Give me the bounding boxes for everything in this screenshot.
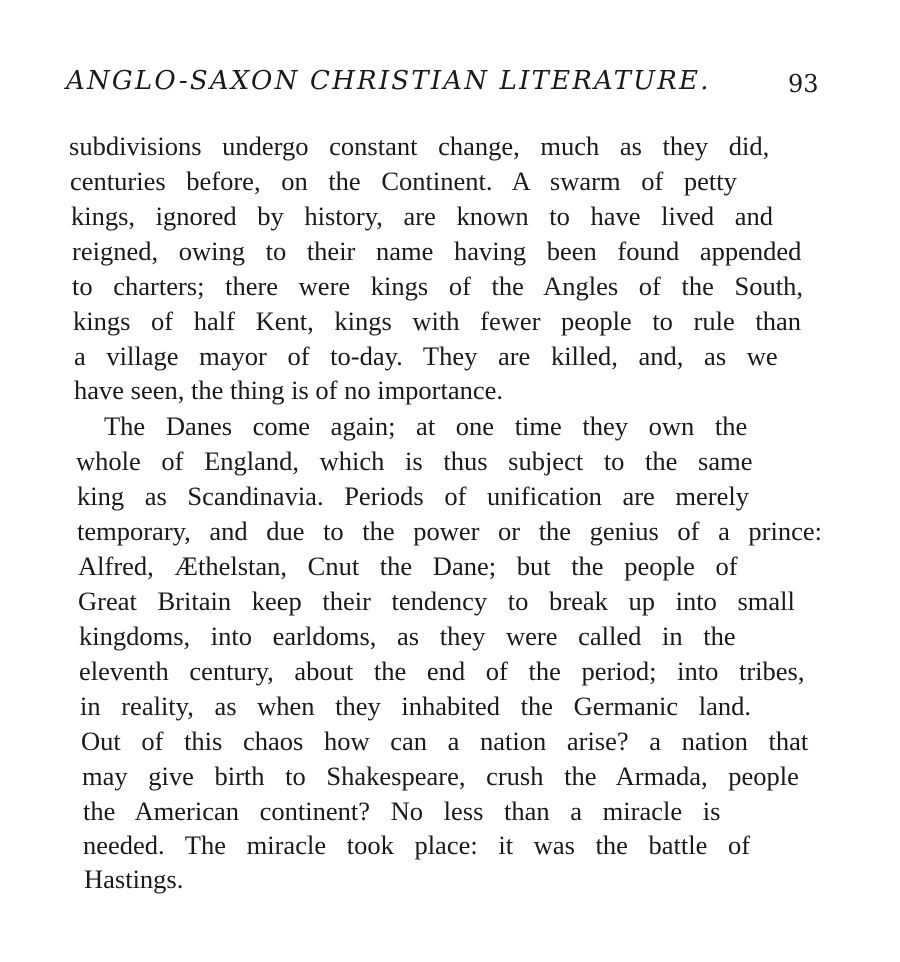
text-line-20: the American continent? No less than a miracle is bbox=[83, 796, 721, 826]
page-number: 93 bbox=[788, 70, 819, 98]
text-line-15: kingdoms, into earldoms, as they were called in the bbox=[79, 621, 736, 651]
text-line-2: centuries before, on the Continent. A swarm of petty bbox=[70, 166, 737, 196]
text-line-22: Hastings. bbox=[84, 864, 184, 894]
text-line-4: reigned, owing to their name having been found appended bbox=[72, 236, 802, 266]
text-line-18: Out of this chaos how can a nation arise? a nation that bbox=[81, 726, 809, 756]
text-line-7: a village mayor of to-day. They are killed, and, as we bbox=[74, 341, 778, 371]
text-line-5: to charters; there were kings of the Angles of the South, bbox=[72, 271, 803, 301]
text-line-21: needed. The miracle took place: it was the battle of bbox=[83, 830, 751, 860]
running-title: ANGLO-SAXON CHRISTIAN LITERATURE. bbox=[66, 66, 711, 96]
running-head bbox=[66, 66, 826, 102]
text-line-17: in reality, as when they inhabited the Germanic land. bbox=[80, 691, 752, 721]
text-line-11: king as Scandinavia. Periods of unification are merely bbox=[77, 481, 749, 511]
text-line-19: may give birth to Shakespeare, crush the Armada, people bbox=[82, 761, 799, 791]
text-line-3: kings, ignored by history, are known to have lived and bbox=[71, 201, 774, 231]
text-line-6: kings of half Kent, kings with fewer people to rule than bbox=[73, 306, 802, 336]
text-line-13: Alfred, Æthelstan, Cnut the Dane; but the people of bbox=[78, 551, 738, 581]
text-line-14: Great Britain keep their tendency to break up into small bbox=[78, 586, 795, 616]
text-line-12: temporary, and due to the power or the genius of a prince: bbox=[77, 516, 822, 546]
text-line-10: whole of England, which is thus subject to the same bbox=[76, 446, 753, 476]
text-line-1: subdivisions undergo constant change, much as they did, bbox=[69, 131, 770, 161]
text-line-8: have seen, the thing is of no importance. bbox=[74, 375, 504, 405]
text-line-16: eleventh century, about the end of the period; into tribes, bbox=[79, 656, 805, 686]
text-line-9: The Danes come again; at one time they own the bbox=[104, 411, 748, 441]
